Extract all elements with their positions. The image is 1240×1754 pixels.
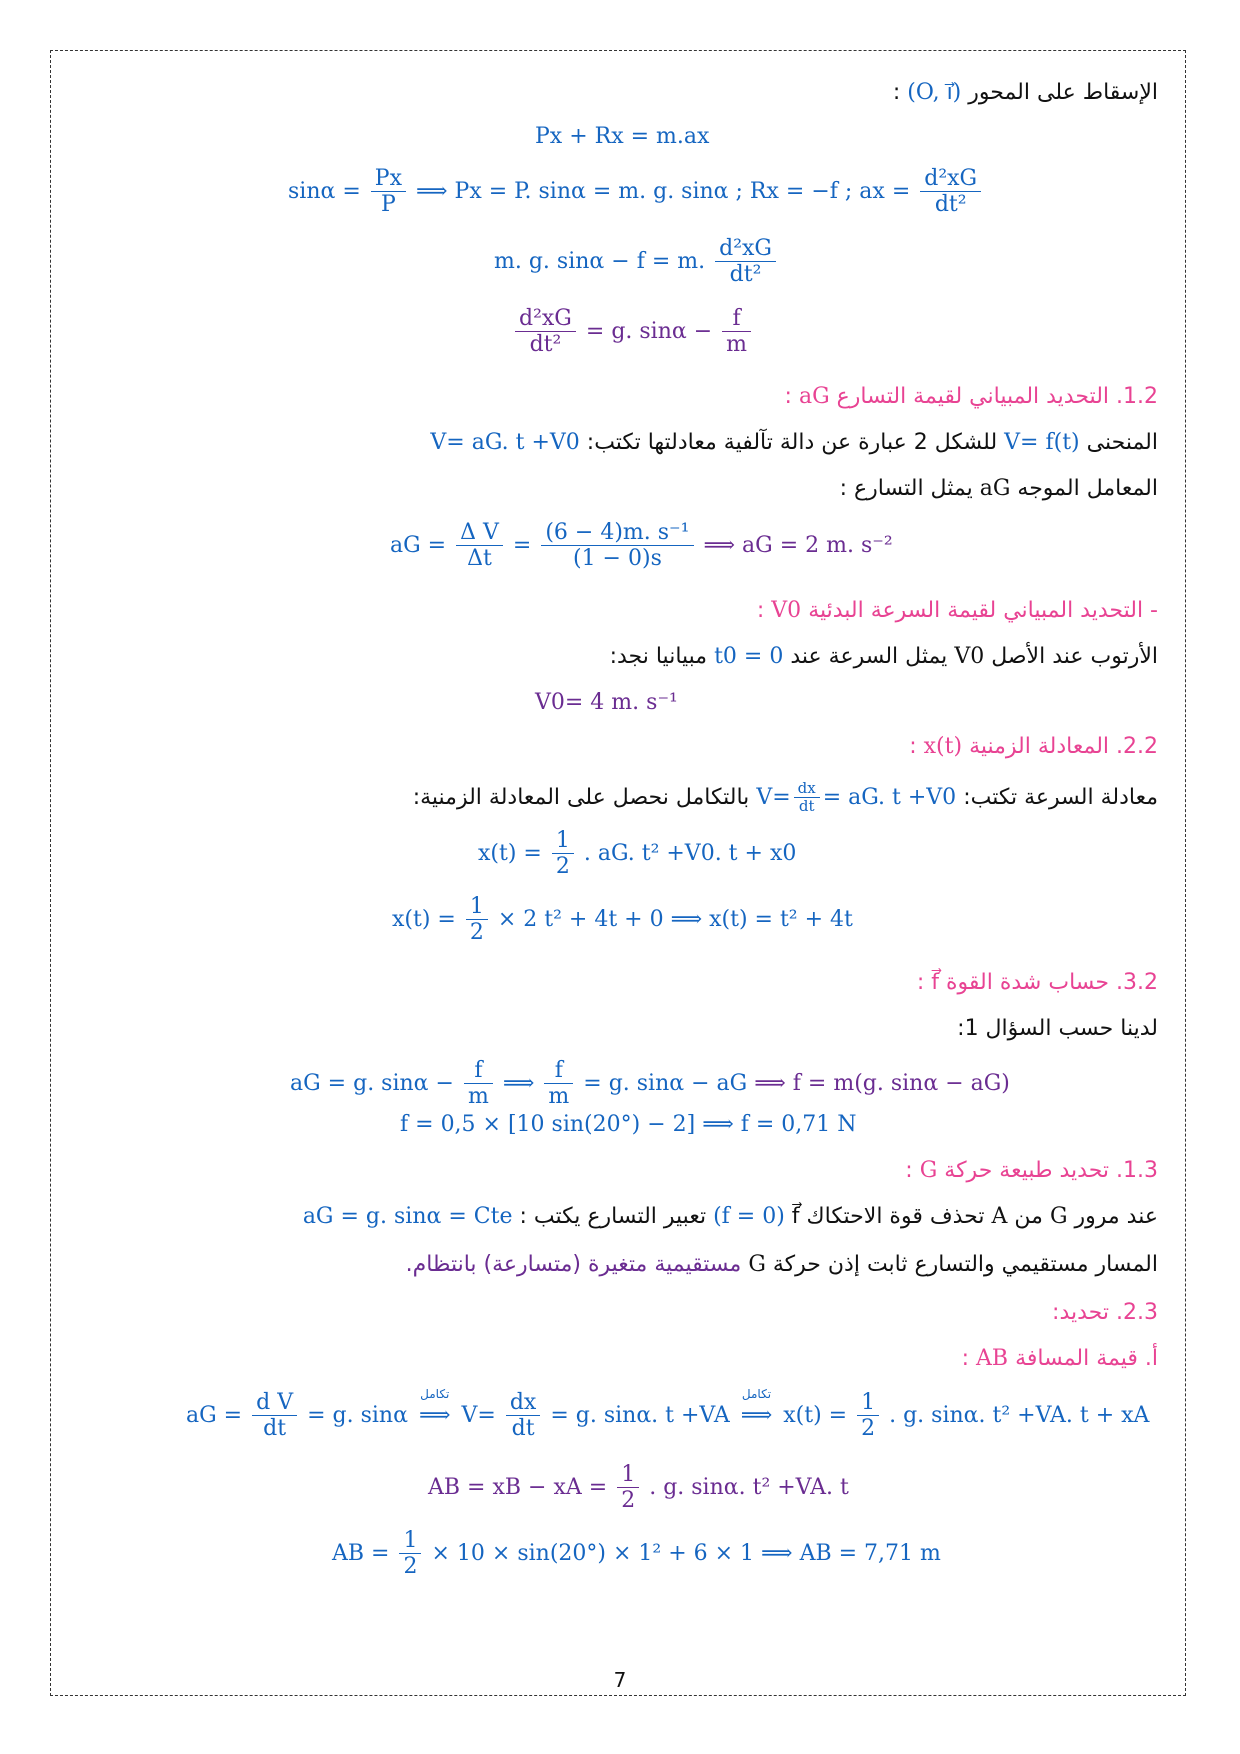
inline-math: V= f(t)	[1004, 430, 1080, 455]
eq-text: = g. sinα. t +VA	[550, 1402, 730, 1428]
page-number: 7	[613, 1668, 627, 1692]
text: للشكل 2 عبارة عن دالة تآلفية معادلتها تكتب:	[586, 430, 998, 455]
denominator: Δt	[467, 546, 492, 572]
section-2-2-heading	[909, 734, 1158, 760]
integration-arrow	[418, 1386, 451, 1429]
eq-text: x(t) =	[478, 840, 542, 866]
eq-v0: V0= 4 m. s⁻¹	[535, 690, 678, 715]
arrow: ⟹	[740, 1402, 773, 1428]
eq-ab-3	[332, 1528, 941, 1580]
slope-line	[840, 476, 1158, 502]
fraction-f-m	[722, 306, 751, 358]
inline-math: G	[1049, 1204, 1068, 1229]
motion-nature: مستقيمية متغيرة (متسارعة) بانتظام.	[405, 1252, 742, 1277]
numerator: dx	[506, 1390, 541, 1416]
numerator: 1	[399, 1528, 421, 1554]
eq-text: x(t) =	[392, 906, 456, 932]
integration-label: تكامل	[741, 1386, 772, 1401]
text: عند مرور	[1074, 1204, 1158, 1229]
denominator: 2	[861, 1416, 876, 1442]
fraction-dx-dt	[506, 1390, 541, 1442]
v0-line	[610, 644, 1158, 670]
eq-text: aG =	[186, 1402, 243, 1428]
eq-proj-2	[288, 166, 984, 218]
eq-slope: aG = $\frac{\text{Δ V}}{\Delta t}$ = $\frac{\text{(6 − 4)m. s⁻¹}}{(1 - 0)s}$ ⟹ aG = 2 m. s⁻²	[390, 520, 893, 572]
eq-text: = g. sinα − aG	[583, 1070, 748, 1096]
eq-text: m. g. sinα − f = m.	[494, 248, 706, 274]
arrow: ⟹	[418, 1402, 451, 1428]
curve-line	[430, 430, 1158, 456]
numerator: 1	[617, 1462, 639, 1488]
section-title: 3.2. حساب شدة القوة	[946, 970, 1158, 995]
colon: :	[892, 80, 901, 105]
text: المعامل الموجه	[1017, 476, 1158, 501]
eq-text: × 2 t² + 4t + 0 ⟹ x(t) = t² + 4t	[497, 906, 853, 932]
section-symbol: AB	[976, 1346, 1009, 1371]
denominator: 2	[469, 920, 484, 946]
denominator: m	[548, 1084, 570, 1110]
eq-text: . aG. t² +V0. t + x0	[583, 840, 797, 866]
eq-text: aG =	[390, 532, 447, 558]
denominator: 2	[403, 1554, 418, 1580]
text: المسار مستقيمي والتسارع ثابت إذن حركة	[772, 1252, 1158, 1277]
numerator: 1	[466, 894, 488, 920]
text: يمثل السرعة عند	[790, 644, 948, 669]
fraction-dv-dt	[456, 520, 503, 572]
text: تعبير التسارع يكتب :	[519, 1204, 707, 1229]
eq-xt-2	[392, 894, 853, 946]
section-symbol: x(t)	[923, 734, 963, 759]
inline-math: f⃗	[791, 1204, 800, 1229]
section-symbol: V0	[771, 598, 802, 623]
fraction-dv-dt	[252, 1390, 297, 1442]
eq-text: x(t) =	[783, 1402, 848, 1428]
motion-line	[406, 1252, 1158, 1278]
section-symbol: f⃗	[931, 970, 940, 995]
denominator: m	[726, 332, 748, 358]
projection-title: الإسقاط على المحور	[968, 80, 1158, 105]
numerator: f	[722, 306, 751, 332]
colon: :	[909, 734, 917, 759]
denominator: m	[467, 1084, 489, 1110]
section-title: 2.2. المعادلة الزمنية	[969, 734, 1158, 759]
fraction-px-p	[371, 166, 406, 218]
eq-f-1	[290, 1058, 1010, 1110]
projection-axis: (O, i⃗)	[907, 80, 962, 105]
fraction-d2x-dt2	[715, 236, 776, 288]
colon: :	[756, 598, 765, 623]
inline-math: A	[991, 1204, 1008, 1229]
eq-text: AB =	[332, 1540, 390, 1566]
numerator: d²xG	[920, 166, 981, 192]
fraction-one-half	[552, 828, 574, 880]
inline-math: V0	[954, 644, 985, 669]
numerator: (6 − 4)m. s⁻¹	[541, 520, 693, 546]
inline-math: G	[748, 1252, 766, 1277]
fraction-one-half	[617, 1462, 639, 1514]
fraction-one-half	[857, 1390, 879, 1442]
fraction-slope	[541, 520, 693, 572]
eq-text: × 10 × sin(20°) × 1² + 6 × 1 ⟹ AB = 7,71 m	[431, 1540, 941, 1566]
fraction-dx-dt	[794, 780, 820, 816]
accel-line	[303, 1204, 1158, 1230]
text: معادلة السرعة تكتب:	[963, 784, 1158, 810]
section-title: - التحديد المبياني لقيمة السرعة البدئية	[808, 598, 1158, 623]
eq-xt-1	[478, 828, 796, 880]
numerator: 1	[552, 828, 574, 854]
inline-math: V= aG. t +V0	[430, 430, 580, 455]
eq-f-2: f = 0,5 × [10 sin(20°) − 2] ⟹ f = 0,71 N	[400, 1112, 857, 1137]
eq-text: = g. sinα −	[585, 318, 713, 344]
eq-text: . g. sinα. t² +VA. t	[649, 1474, 849, 1500]
numerator: d²xG	[715, 236, 776, 262]
integration-label: تكامل	[420, 1386, 450, 1401]
section-2-3-heading: 2.3. تحديد:	[1052, 1300, 1158, 1325]
denominator: dt²	[529, 332, 562, 358]
denominator: 2	[555, 854, 570, 880]
eq-ab-1	[186, 1386, 1150, 1442]
section-symbol: aG	[798, 384, 830, 409]
colon: :	[784, 384, 792, 409]
fraction-d2x-dt2	[920, 166, 981, 218]
section-ab-heading	[962, 1346, 1158, 1372]
eq-text: AB = xB − xA =	[428, 1474, 608, 1500]
numerator: 1	[857, 1390, 879, 1416]
numerator: f	[464, 1058, 493, 1084]
text: من	[1014, 1204, 1043, 1229]
eq-text: aG = g. sinα −	[290, 1070, 454, 1096]
numerator: d V	[252, 1390, 297, 1416]
text: يمثل التسارع :	[839, 476, 973, 501]
fraction-f-m	[464, 1058, 493, 1110]
fraction-f-m	[544, 1058, 573, 1110]
inline-math: (f = 0)	[713, 1204, 785, 1229]
section-1-2-heading	[785, 384, 1158, 410]
q1-line: لدينا حسب السؤال 1:	[957, 1016, 1158, 1041]
speed-line	[413, 780, 1158, 816]
fraction-d2x-dt2	[515, 306, 576, 358]
text: تحذف قوة الاحتكاك	[806, 1204, 985, 1229]
text: المنحنى	[1086, 430, 1158, 455]
inline-math	[756, 780, 956, 816]
eq-proj-4	[512, 306, 754, 358]
eq-text: = g. sinα	[307, 1402, 408, 1428]
numerator: f	[544, 1058, 573, 1084]
denominator: dt²	[934, 192, 967, 218]
colon: :	[905, 1158, 913, 1183]
inline-math: aG	[979, 476, 1011, 501]
colon: :	[961, 1346, 969, 1371]
projection-heading	[893, 80, 1158, 106]
denominator: dt	[511, 1416, 535, 1442]
section-title: 1.3. تحديد طبيعة حركة	[944, 1158, 1158, 1183]
eq-ab-2	[428, 1462, 849, 1514]
denominator: P	[380, 192, 396, 218]
denominator: 2	[621, 1488, 636, 1514]
denominator: dt	[263, 1416, 287, 1442]
fraction-one-half	[466, 894, 488, 946]
inline-math: t0 = 0	[714, 644, 784, 669]
colon: :	[916, 970, 925, 995]
eq-result: ⟹ aG = 2 m. s⁻²	[703, 532, 893, 558]
text: مبيانيا نجد:	[609, 644, 708, 669]
eq-text: V=	[461, 1402, 496, 1428]
eq-text: = aG. t +V0	[822, 784, 957, 810]
section-v0-heading	[757, 598, 1158, 624]
numerator: Δ V	[456, 520, 503, 546]
eq-result: ⟹ f = m(g. sinα − aG)	[754, 1070, 1010, 1096]
denominator: dt²	[729, 262, 762, 288]
denominator: (1 − 0)s	[572, 546, 662, 572]
text: بالتكامل نحصل على المعادلة الزمنية:	[412, 784, 750, 810]
eq-text: . g. sinα. t² +VA. t + xA	[889, 1402, 1150, 1428]
eq-text: ⟹	[502, 1070, 535, 1096]
eq-text: ⟹ Px = P. sinα = m. g. sinα ; Rx = −f ; ax =	[416, 178, 911, 204]
eq-text: V=	[756, 784, 791, 810]
eq-proj-3	[494, 236, 779, 288]
eq-text: sinα =	[288, 178, 361, 204]
numerator: dx	[794, 780, 820, 798]
section-3-2-heading	[917, 970, 1158, 996]
section-title: 1.2. التحديد المبياني لقيمة التسارع	[836, 384, 1158, 409]
inline-math: aG = g. sinα = Cte	[302, 1204, 513, 1229]
integration-arrow	[740, 1386, 773, 1429]
text: الأرتوب عند الأصل	[991, 644, 1158, 669]
eq-proj-1: Px + Rx = m.ax	[535, 124, 710, 149]
section-1-3-heading	[905, 1158, 1158, 1184]
section-symbol: G	[919, 1158, 938, 1183]
fraction-one-half	[399, 1528, 421, 1580]
numerator: Px	[371, 166, 406, 192]
numerator: d²xG	[515, 306, 576, 332]
denominator: dt	[798, 797, 815, 816]
section-title: أ. قيمة المسافة	[1015, 1346, 1158, 1371]
